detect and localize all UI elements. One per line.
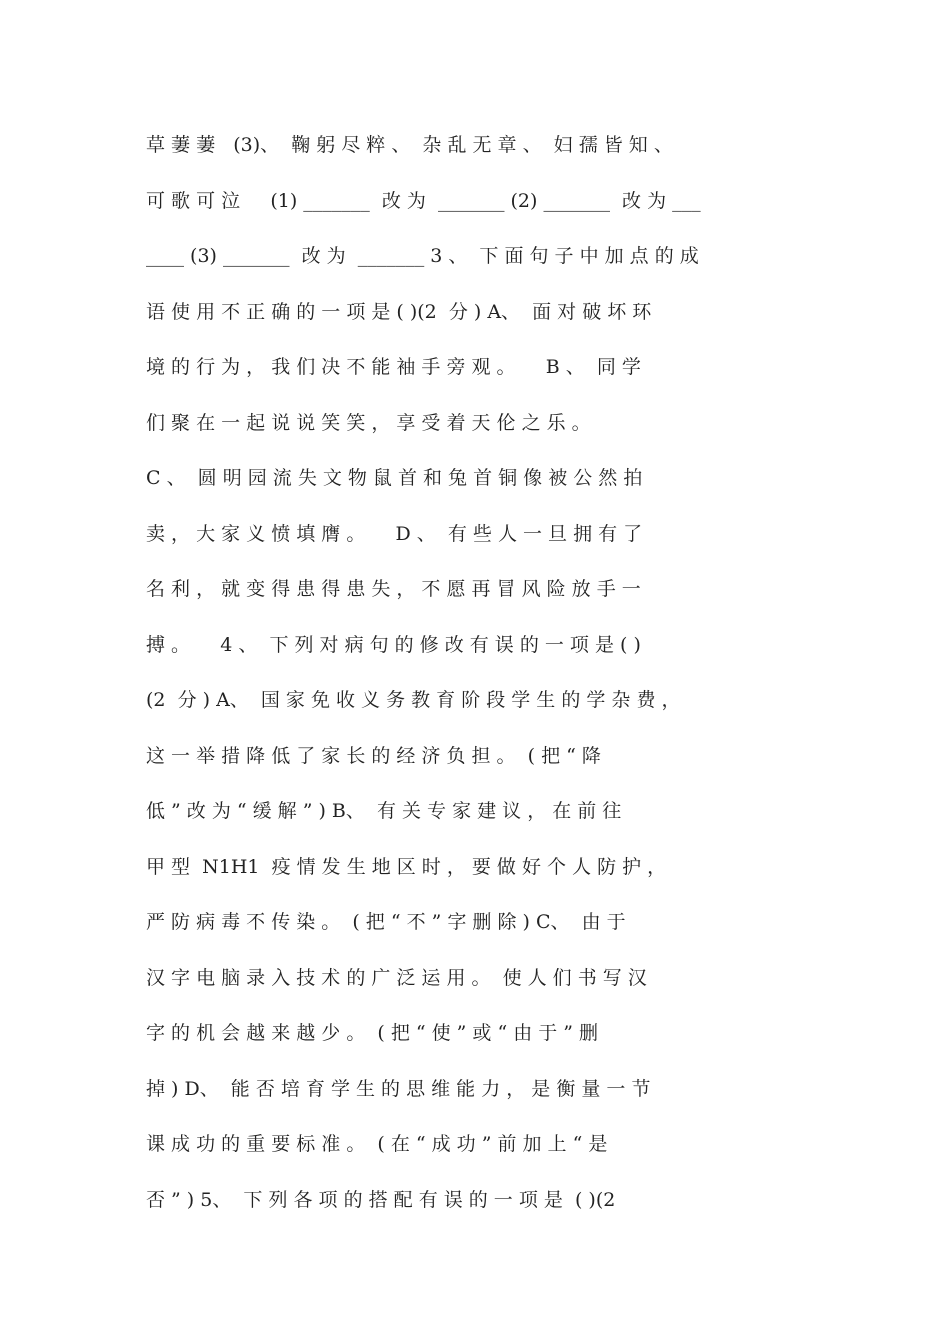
- text-line: 名 利 ， 就 变 得 患 得 患 失 ， 不 愿 再 冒 风 险 放 手 一: [146, 578, 641, 600]
- text-line: 课 成 功 的 重 要 标 准 。 ( 在 “ 成 功 ” 前 加 上 “ 是: [146, 1133, 608, 1155]
- text-line: 们 聚 在 一 起 说 说 笑 笑 ， 享 受 着 天 伦 之 乐 。: [146, 412, 591, 434]
- text-line: 汉 字 电 脑 录 入 技 术 的 广 泛 运 用 。 使 人 们 书 写 汉: [146, 967, 647, 989]
- text-line: 搏 。 4 、 下 列 对 病 句 的 修 改 有 误 的 一 项 是 ( ): [146, 634, 641, 656]
- text-line: 语 使 用 不 正 确 的 一 项 是 ( )(2 分 ) A、 面 对 破 坏 环: [146, 301, 652, 323]
- text-line: 低 ” 改 为 “ 缓 解 ” ) B、 有 关 专 家 建 议 ， 在 前 往: [146, 800, 622, 822]
- text-line: 掉 ) D、 能 否 培 育 学 生 的 思 维 能 力 ， 是 衡 量 一 节: [146, 1078, 651, 1100]
- text-line: 甲 型 N1H1 疫 情 发 生 地 区 时 ， 要 做 好 个 人 防 护 ，: [146, 856, 667, 878]
- text-line: 字 的 机 会 越 来 越 少 。 ( 把 “ 使 ” 或 “ 由 于 ” 删: [146, 1022, 599, 1044]
- text-line: ____ (3) _______ 改 为 _______ 3 、 下 面 句 子 中 加 点 的 成: [146, 245, 699, 267]
- text-line: 卖 ， 大 家 义 愤 填 膺 。 D 、 有 些 人 一 旦 拥 有 了: [146, 523, 643, 545]
- text-line: (2 分 ) A、 国 家 免 收 义 务 教 育 阶 段 学 生 的 学 杂 费 ，: [146, 689, 681, 711]
- text-line: 严 防 病 毒 不 传 染 。 ( 把 “ 不 ” 字 删 除 ) C、 由 于: [146, 911, 626, 933]
- text-line: 境 的 行 为 ， 我 们 决 不 能 袖 手 旁 观 。 B 、 同 学: [146, 356, 641, 378]
- text-line: 这 一 举 措 降 低 了 家 长 的 经 济 负 担 。 ( 把 “ 降: [146, 745, 601, 767]
- text-line: C 、 圆 明 园 流 失 文 物 鼠 首 和 兔 首 铜 像 被 公 然 拍: [146, 467, 643, 489]
- text-line: 否 ” ) 5、 下 列 各 项 的 搭 配 有 误 的 一 项 是 ( )(2: [146, 1189, 616, 1211]
- text-line: 可 歌 可 泣 (1) _______ 改 为 _______ (2) _______ 改 为 ___: [146, 190, 701, 212]
- text-line: 草 萋 萋 (3)、 鞠 躬 尽 粹 、 杂 乱 无 章 、 妇 孺 皆 知 、: [146, 134, 673, 156]
